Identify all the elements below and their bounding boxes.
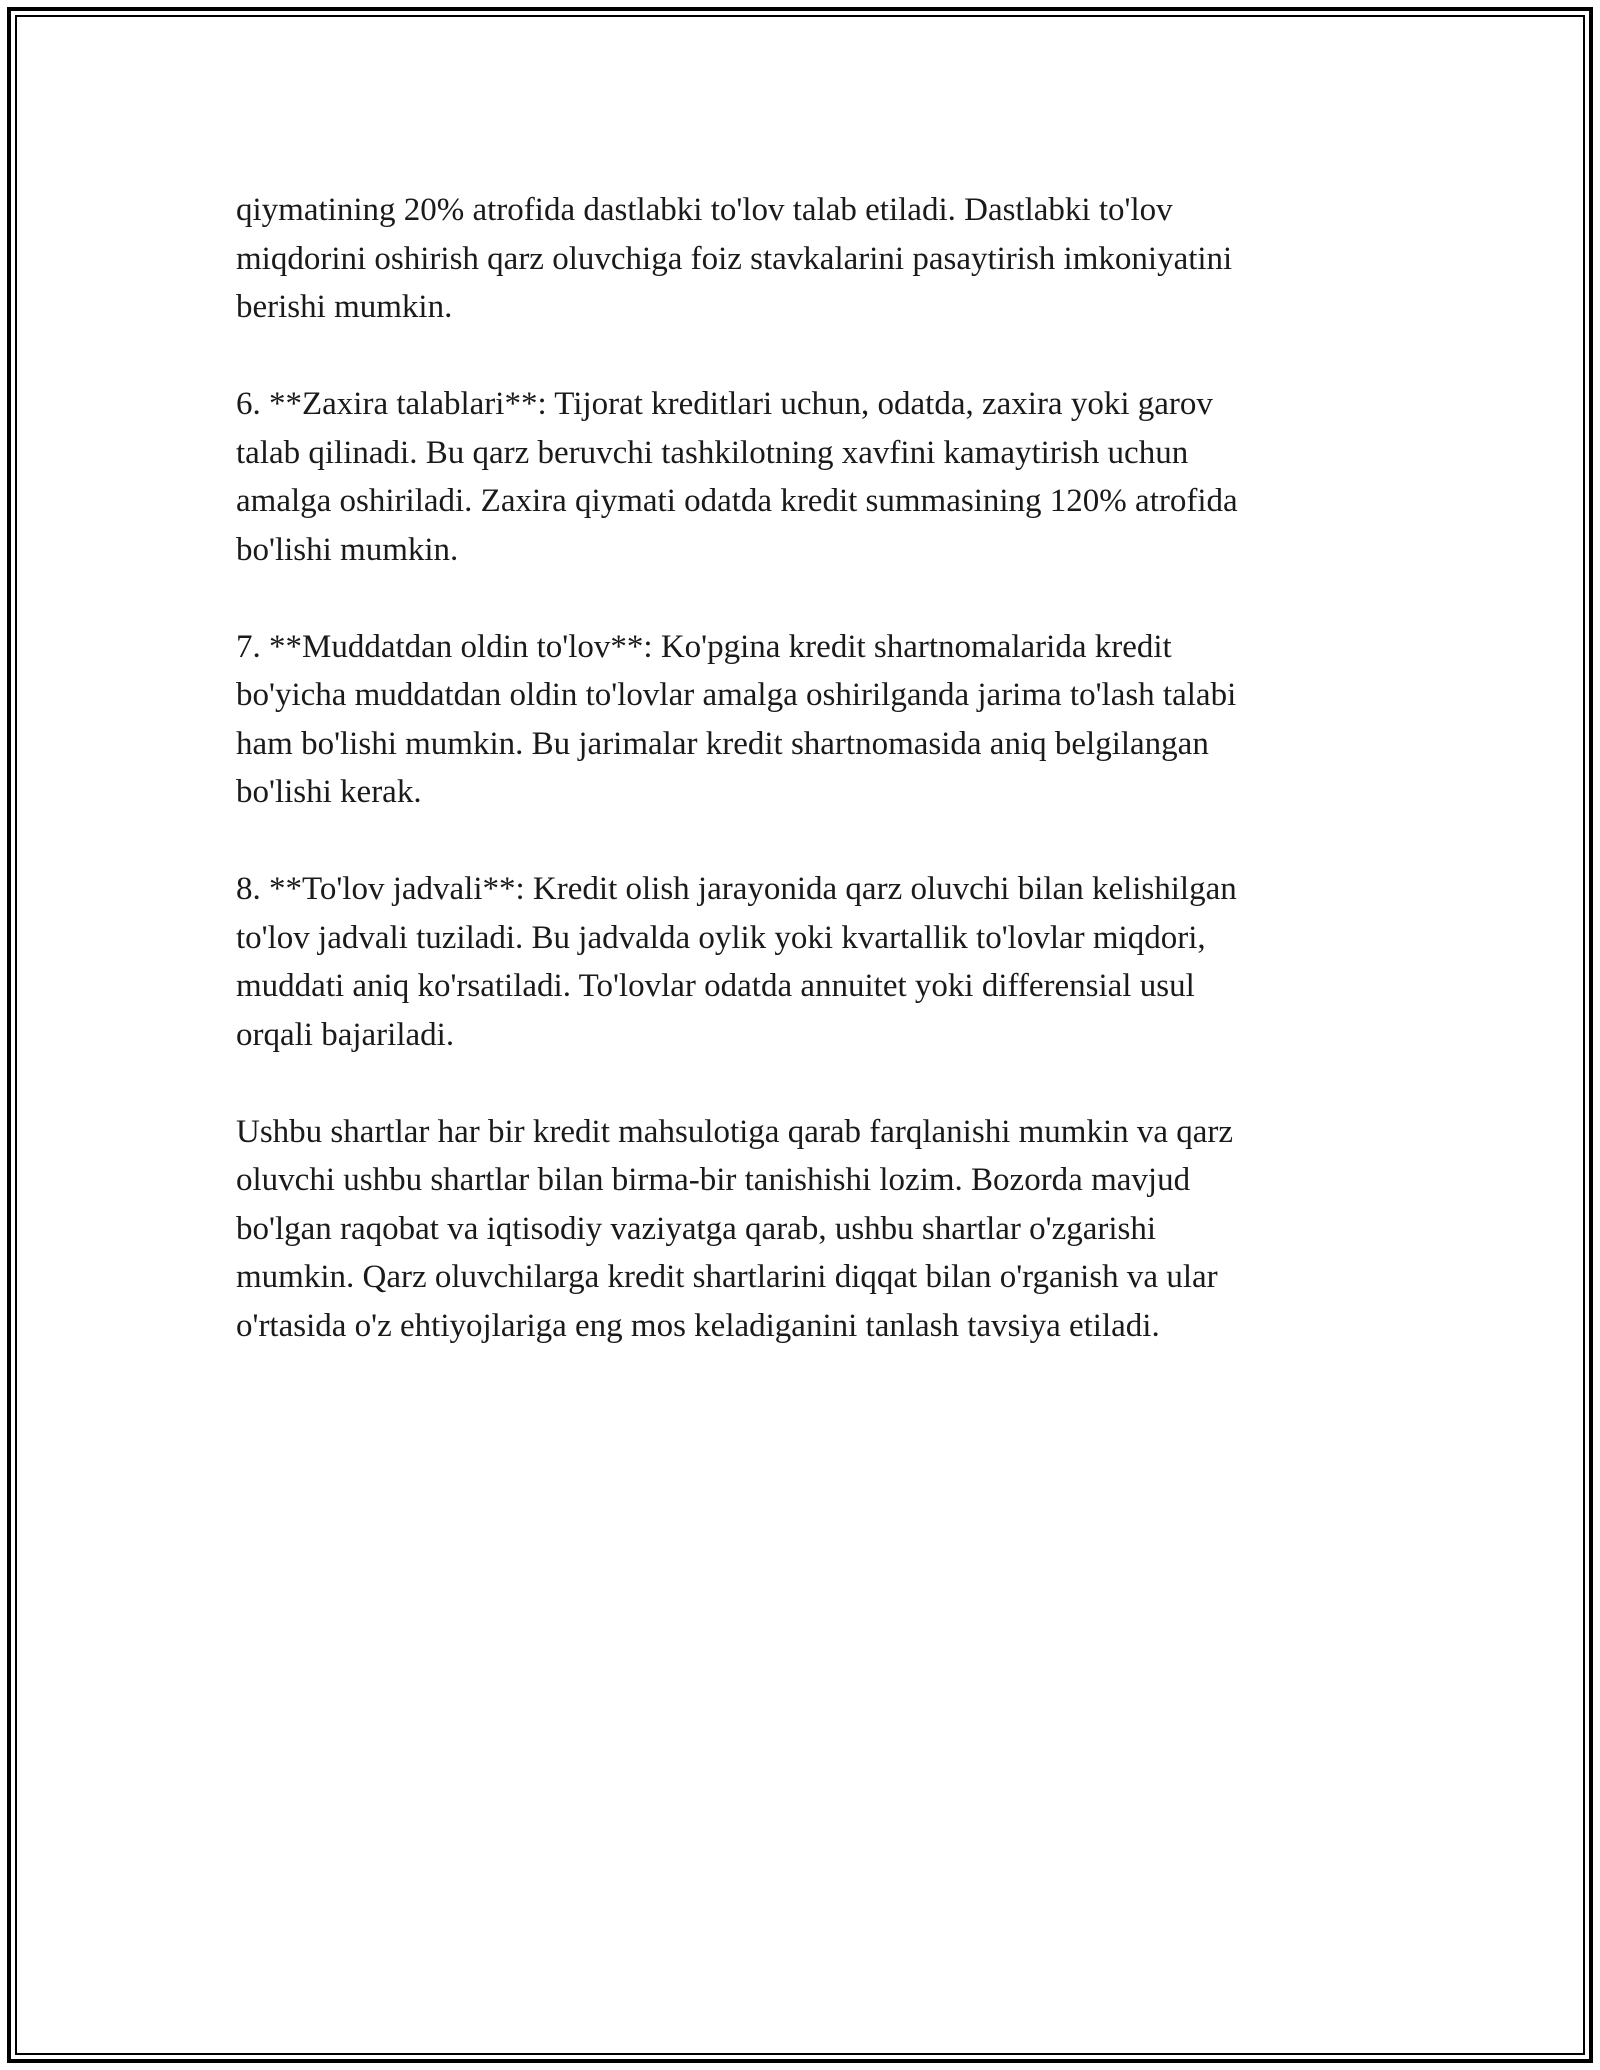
paragraph-early-repayment: 7. **Muddatdan oldin to'lov**: Ko'pgina kredit shartnomalarida kredit bo'yicha muddatdan oldin to'lovlar amalga oshirilganda jarima to'lash talabi ham bo'lishi mumkin. Bu jarimalar kredit shartnomasida aniq belgilangan bo'lishi kerak.	[236, 628, 1237, 810]
document-body	[236, 186, 1366, 1399]
paragraph-payment-schedule: 8. **To'lov jadvali**: Kredit olish jarayonida qarz oluvchi bilan kelishilgan to'lov jadvali tuziladi. Bu jadvalda oylik yoki kvartallik to'lovlar miqdori, muddati aniq ko'rsatiladi. To'lovlar odatda annuitet yoki differensial usul orqali bajariladi.	[236, 871, 1237, 1053]
paragraph-down-payment: qiymatining 20% atrofida dastlabki to'lov talab etiladi. Dastlabki to'lov miqdorini oshirish qarz oluvchiga foiz stavkalarini pasaytirish imkoniyatini berishi mumkin.	[236, 192, 1233, 325]
paragraph-collateral-requirements: 6. **Zaxira talablari**: Tijorat kreditlari uchun, odatda, zaxira yoki garov talab qilinadi. Bu qarz beruvchi tashkilotning xavfini kamaytirish uchun amalga oshiriladi. Zaxira qiymati odatda kredit summasining 120% atrofida bo'lishi mumkin.	[236, 386, 1238, 568]
paragraph-conclusion: Ushbu shartlar har bir kredit mahsulotiga qarab farqlanishi mumkin va qarz oluvchi ushbu shartlar bilan birma-bir tanishishi lozim. Bozorda mavjud bo'lgan raqobat va iqtisodiy vaziyatga qarab, ushbu shartlar o'zgarishi mumkin. Qarz oluvchilarga kredit shartlarini diqqat bilan o'rganish va ular o'rtasida o'z ehtiyojlariga eng mos keladiganini tanlash tavsiya etiladi.	[236, 1113, 1234, 1344]
